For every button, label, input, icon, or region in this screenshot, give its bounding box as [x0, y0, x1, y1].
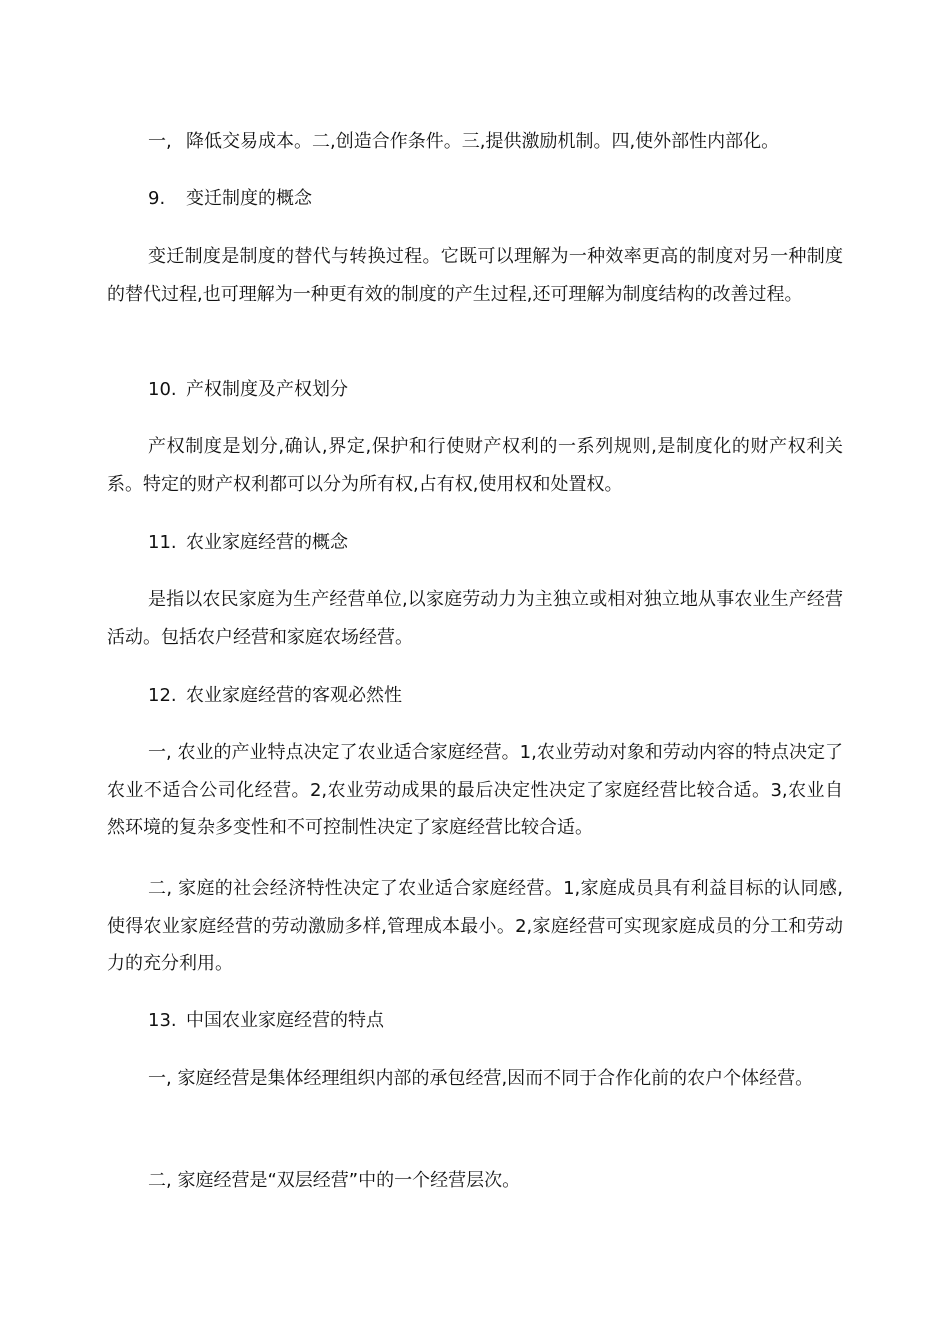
section-title: 中国农业家庭经营的特点: [186, 1010, 384, 1031]
section-12-paragraph-1: 一, 农业的产业特点决定了农业适合家庭经营。1,农业劳动对象和劳动内容的特点决定了农业不适合公司化经营。2,农业劳动成果的最后决定性决定了家庭经营比较合适。3,农业自然环境的复杂多变性和不可控制性决定了家庭经营比较合适。: [107, 742, 843, 838]
intro-prefix: 一,: [148, 131, 172, 152]
section-heading-13: [148, 1009, 384, 1033]
section-number: 11.: [148, 532, 177, 553]
section-number: 9.: [148, 188, 166, 209]
section-title: 农业家庭经营的客观必然性: [186, 685, 402, 706]
section-heading-9: [148, 187, 312, 211]
section-10-paragraph-1: 产权制度是划分,确认,界定,保护和行使财产权利的一系列规则,是制度化的财产权利关系。特定的财产权利都可以分为所有权,占有权,使用权和处置权。: [107, 436, 843, 495]
section-title: 农业家庭经营的概念: [186, 532, 348, 553]
section-title: 变迁制度的概念: [186, 188, 312, 209]
section-number: 12.: [148, 685, 177, 706]
section-9-paragraph-1: 变迁制度是制度的替代与转换过程。它既可以理解为一种效率更高的制度对另一种制度的替代过程,也可理解为一种更有效的制度的产生过程,还可理解为制度结构的改善过程。: [107, 246, 843, 305]
section-heading-12: [148, 684, 402, 708]
intro-text: 降低交易成本。二,创造合作条件。三,提供激励机制。四,使外部性内部化。: [186, 131, 780, 152]
section-12-paragraph-2: 二, 家庭的社会经济特性决定了农业适合家庭经营。1,家庭成员具有利益目标的认同感,使得农业家庭经营的劳动激励多样,管理成本最小。2,家庭经营可实现家庭成员的分工和劳动力的充分利用。: [107, 878, 843, 974]
section-number: 10.: [148, 379, 177, 400]
section-title: 产权制度及产权划分: [186, 379, 348, 400]
section-11-paragraph-1: 是指以农民家庭为生产经营单位,以家庭劳动力为主独立或相对独立地从事农业生产经营活动。包括农户经营和家庭农场经营。: [107, 589, 843, 648]
intro-line: [148, 130, 779, 154]
section-13-paragraph-1: 一, 家庭经营是集体经理组织内部的承包经营,因而不同于合作化前的农户个体经营。: [148, 1068, 814, 1089]
section-heading-10: [148, 378, 348, 402]
section-number: 13.: [148, 1010, 177, 1031]
section-13-paragraph-2: 二, 家庭经营是“双层经营”中的一个经营层次。: [148, 1170, 521, 1191]
section-heading-11: [148, 531, 348, 555]
